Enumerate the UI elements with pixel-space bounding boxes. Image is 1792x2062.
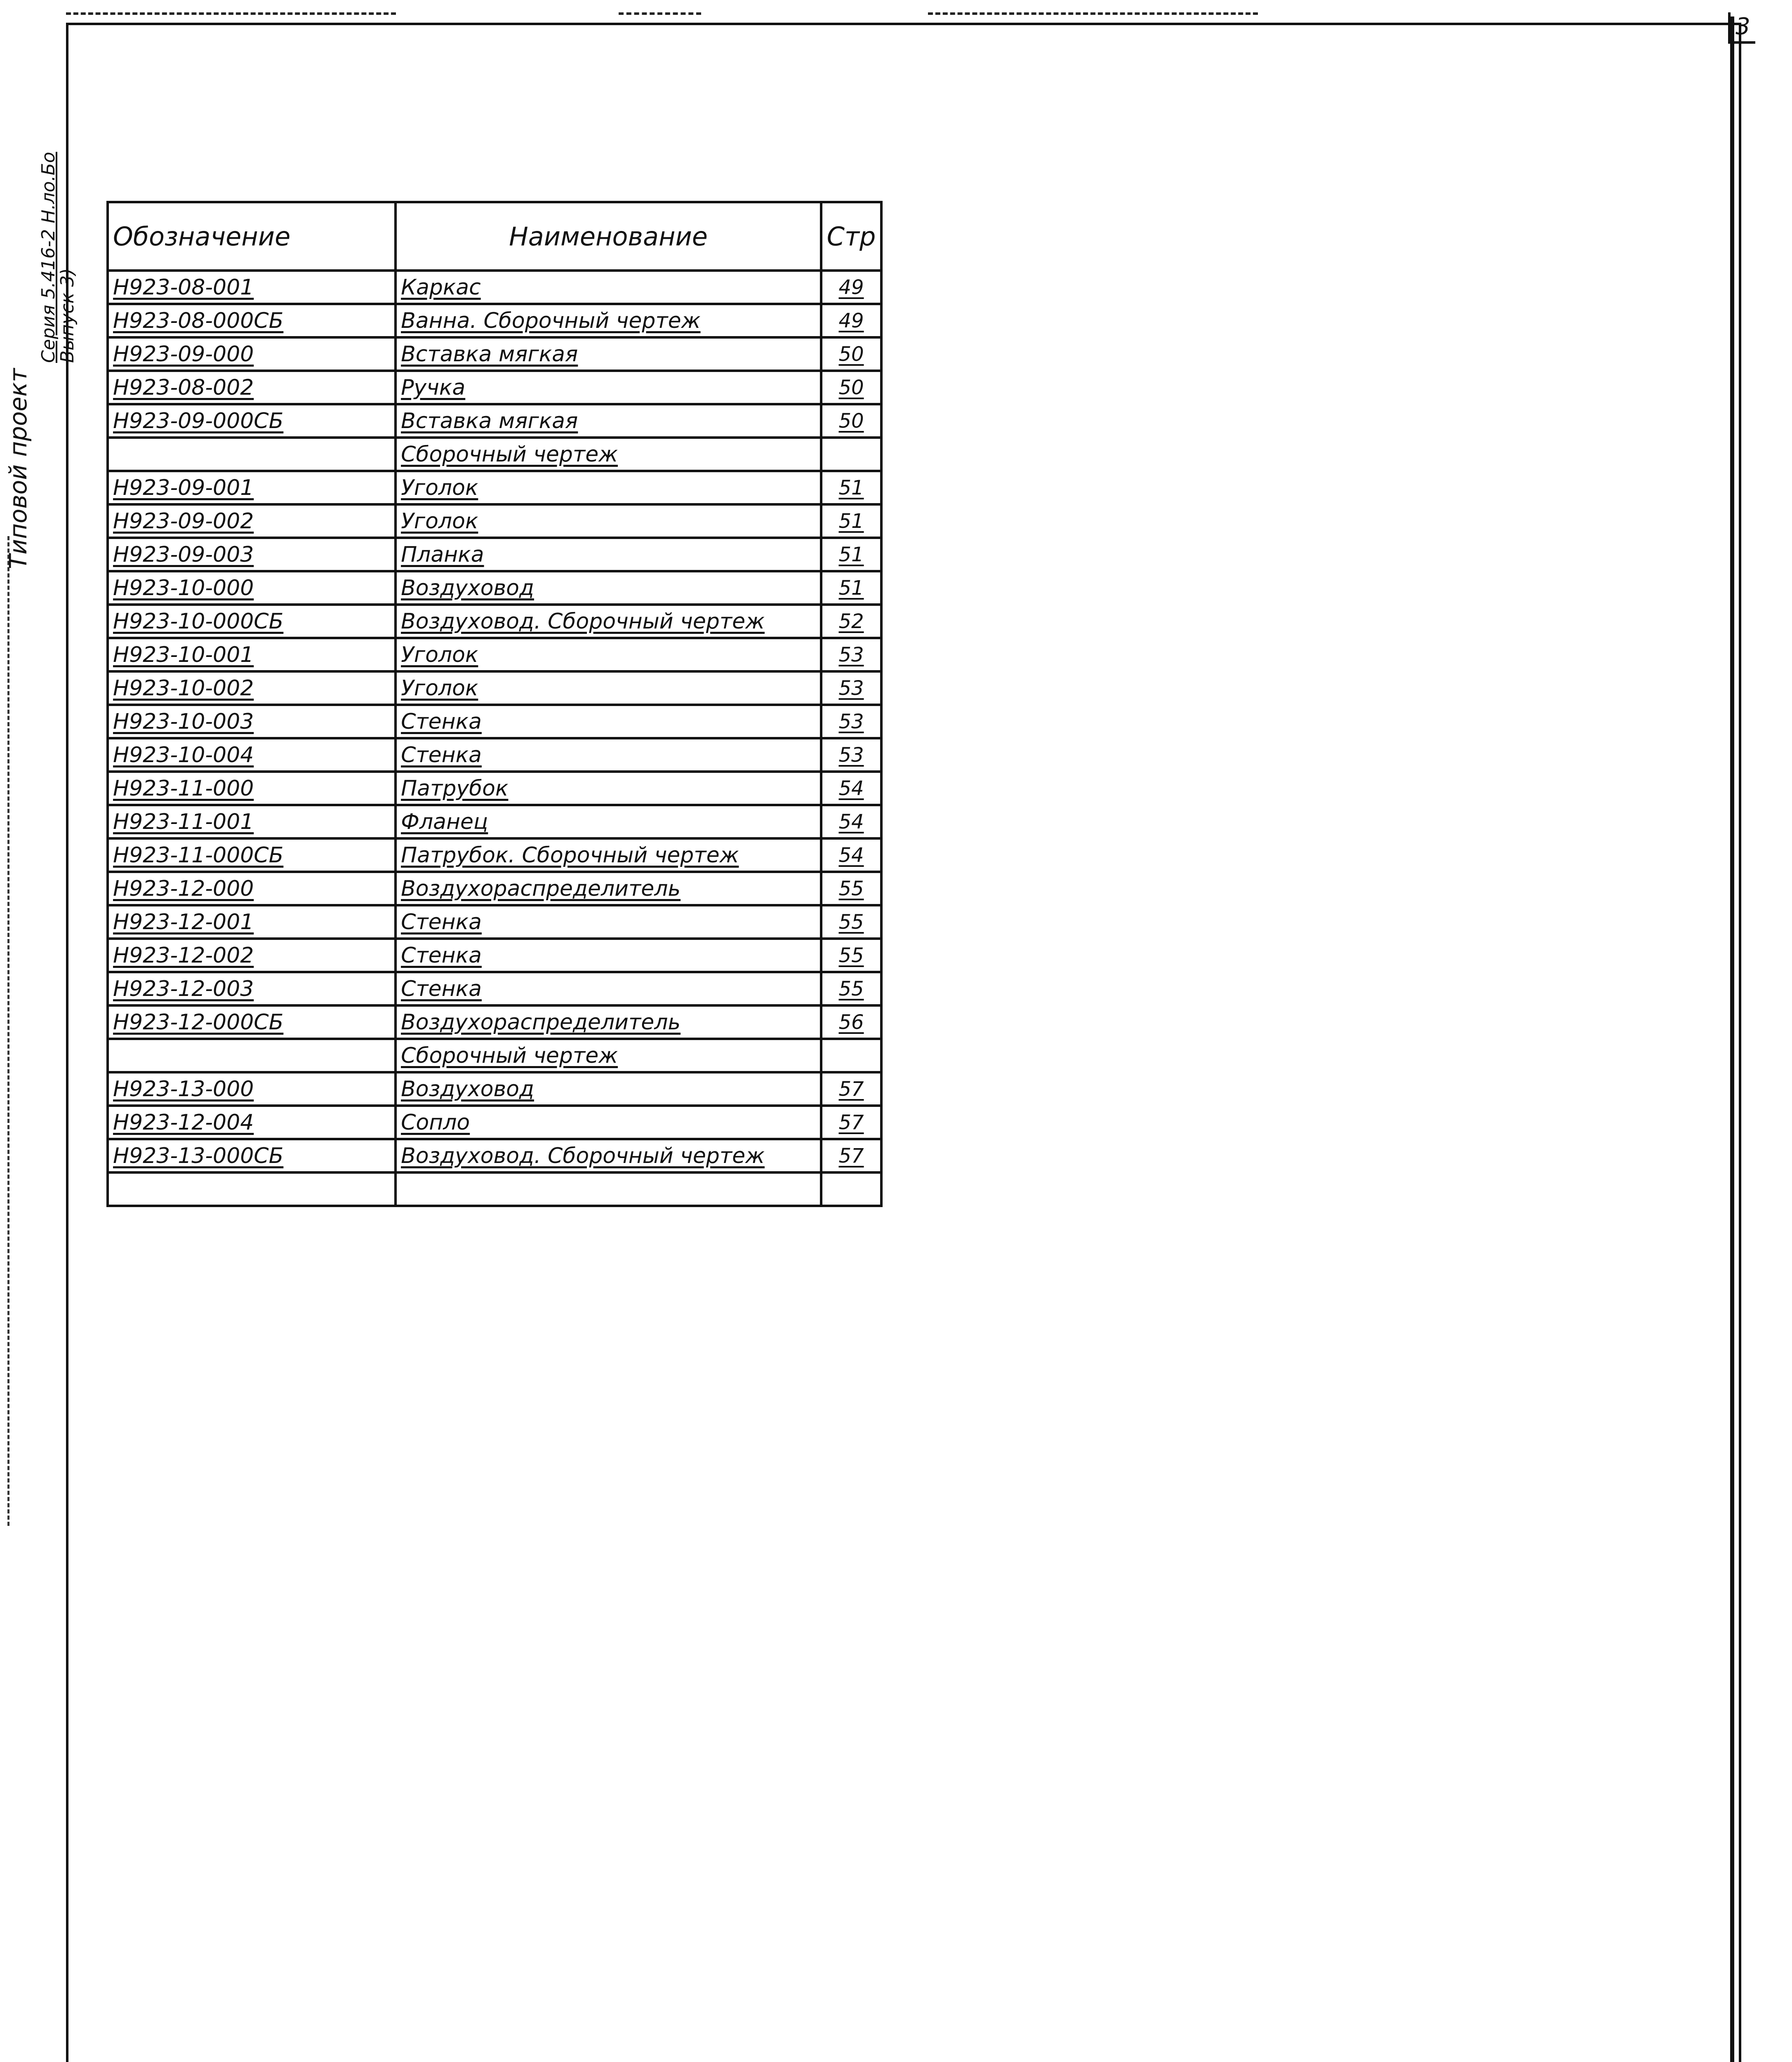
row-page: 53 (838, 643, 864, 666)
row-name: Ванна. Сборочный чертеж (401, 308, 701, 333)
row-designation: Н923-09-003 (113, 542, 254, 567)
row-name: Уголок (401, 508, 478, 534)
row-name: Сборочный чертеж (401, 442, 618, 467)
table-row (108, 638, 881, 671)
row-name-cell (396, 972, 821, 1005)
row-name-cell (396, 1172, 821, 1206)
row-page: 53 (838, 710, 864, 733)
table-row (108, 872, 881, 905)
row-name: Стенка (401, 976, 482, 1001)
row-page-cell (821, 438, 881, 471)
row-name-cell (396, 805, 821, 838)
sheet-number: 3 (1728, 12, 1755, 44)
row-name: Уголок (401, 475, 478, 500)
table-row (108, 838, 881, 872)
row-designation-cell (108, 271, 396, 304)
row-page-cell (821, 671, 881, 705)
row-page: 55 (838, 877, 864, 900)
row-name: Сопло (401, 1110, 470, 1135)
side-series (39, 152, 77, 363)
row-name: Воздуховод (401, 575, 534, 600)
row-designation-cell (108, 671, 396, 705)
row-name-cell (396, 304, 821, 337)
row-page: 57 (838, 1144, 864, 1168)
row-name-cell (396, 1039, 821, 1072)
row-page: 54 (838, 777, 864, 800)
row-page: 53 (838, 743, 864, 767)
row-designation: Н923-08-002 (113, 375, 254, 400)
row-designation: Н923-09-001 (113, 475, 254, 500)
table-row (108, 905, 881, 939)
row-page: 50 (838, 342, 864, 366)
row-page: 57 (838, 1111, 864, 1134)
row-designation: Н923-11-001 (113, 809, 254, 834)
table-header-row (108, 202, 881, 271)
top-dashed-edge-left (66, 12, 396, 15)
row-page-cell (821, 772, 881, 805)
row-designation: Н923-10-003 (113, 709, 254, 734)
row-page: 52 (838, 610, 864, 633)
row-name-cell (396, 538, 821, 571)
row-name-cell (396, 571, 821, 605)
table-row (108, 1039, 881, 1072)
row-name: Воздухораспределитель (401, 876, 681, 901)
row-page: 49 (838, 275, 864, 299)
row-designation: Н923-12-003 (113, 976, 254, 1001)
table-row (108, 337, 881, 371)
row-page-cell (821, 972, 881, 1005)
row-designation-cell (108, 438, 396, 471)
row-page: 54 (838, 810, 864, 833)
row-name-cell (396, 838, 821, 872)
row-designation: Н923-11-000 (113, 776, 254, 801)
row-name-cell (396, 404, 821, 438)
row-page-cell (821, 905, 881, 939)
row-designation: Н923-10-000СБ (113, 609, 284, 634)
row-name-cell (396, 1005, 821, 1039)
row-page-cell (821, 1072, 881, 1106)
table-row (108, 671, 881, 705)
table-row (108, 538, 881, 571)
row-page-cell (821, 1005, 881, 1039)
row-name: Стенка (401, 909, 482, 934)
row-designation: Н923-12-000 (113, 876, 254, 901)
row-name: Сборочный чертеж (401, 1043, 618, 1068)
row-name-cell (396, 1139, 821, 1172)
row-page: 49 (838, 309, 864, 332)
row-page-cell (821, 838, 881, 872)
row-page-cell (821, 471, 881, 504)
table-row (108, 605, 881, 638)
row-name: Вставка мягкая (401, 408, 578, 433)
side-series-line2: Выпуск 3) (57, 268, 78, 363)
row-page: 50 (838, 376, 864, 399)
row-designation-cell (108, 939, 396, 972)
row-designation-cell (108, 304, 396, 337)
table-row (108, 1005, 881, 1039)
row-designation-cell (108, 805, 396, 838)
row-designation: Н923-09-000 (113, 341, 254, 367)
row-name: Вставка мягкая (401, 341, 578, 367)
row-designation: Н923-13-000 (113, 1076, 254, 1102)
table-row (108, 1106, 881, 1139)
table-row (108, 772, 881, 805)
table-row (108, 1139, 881, 1172)
row-page: 50 (838, 409, 864, 433)
row-name: Воздуховод. Сборочный чертеж (401, 609, 765, 634)
row-designation-cell (108, 1039, 396, 1072)
left-dashed-edge (7, 536, 9, 1526)
row-page: 51 (838, 543, 864, 566)
row-name: Воздуховод. Сборочный чертеж (401, 1143, 765, 1168)
row-page-cell (821, 638, 881, 671)
row-name: Стенка (401, 742, 482, 767)
row-designation-cell (108, 972, 396, 1005)
row-page: 53 (838, 676, 864, 700)
row-designation-cell (108, 371, 396, 404)
row-page: 51 (838, 576, 864, 600)
row-name-cell (396, 872, 821, 905)
row-page: 55 (838, 977, 864, 1000)
row-page-cell (821, 538, 881, 571)
row-page-cell (821, 1139, 881, 1172)
table-row (108, 371, 881, 404)
table-row (108, 304, 881, 337)
row-designation-cell (108, 404, 396, 438)
row-designation-cell (108, 872, 396, 905)
table-row (108, 705, 881, 738)
row-name-cell (396, 438, 821, 471)
row-page-cell (821, 1172, 881, 1206)
table-row (108, 404, 881, 438)
row-name: Патрубок (401, 776, 509, 801)
row-name-cell (396, 1072, 821, 1106)
row-designation-cell (108, 504, 396, 538)
row-designation: Н923-12-002 (113, 943, 254, 968)
row-name: Стенка (401, 943, 482, 968)
row-name: Патрубок. Сборочный чертеж (401, 843, 739, 868)
row-designation: Н923-10-000 (113, 575, 254, 600)
row-page: 55 (838, 944, 864, 967)
row-designation-cell (108, 1139, 396, 1172)
row-page-cell (821, 571, 881, 605)
row-name-cell (396, 1106, 821, 1139)
row-page-cell (821, 705, 881, 738)
row-page-cell (821, 605, 881, 638)
row-name: Воздуховод (401, 1076, 534, 1102)
row-name-cell (396, 471, 821, 504)
row-name-cell (396, 671, 821, 705)
row-designation: Н923-10-001 (113, 642, 254, 667)
row-page: 51 (838, 509, 864, 533)
row-page-cell (821, 1039, 881, 1072)
row-designation: Н923-09-002 (113, 508, 254, 534)
row-name-cell (396, 337, 821, 371)
row-page-cell (821, 304, 881, 337)
header-designation: Обозначение (108, 202, 396, 271)
specification-table (106, 201, 883, 1207)
header-name: Наименование (396, 202, 821, 271)
row-designation-cell (108, 638, 396, 671)
row-designation-cell (108, 471, 396, 504)
row-page-cell (821, 939, 881, 972)
row-page: 57 (838, 1077, 864, 1101)
row-designation-cell (108, 772, 396, 805)
row-designation: Н923-13-000СБ (113, 1143, 284, 1168)
row-page-cell (821, 271, 881, 304)
row-name-cell (396, 738, 821, 772)
table-row (108, 504, 881, 538)
row-page-cell (821, 1106, 881, 1139)
side-series-line1: Серия 5.416-2 Н.ло.Бо (38, 152, 59, 363)
row-designation-cell (108, 1172, 396, 1206)
row-name-cell (396, 371, 821, 404)
row-name: Фланец (401, 809, 488, 834)
row-page-cell (821, 872, 881, 905)
row-designation-cell (108, 1072, 396, 1106)
row-name: Воздухораспределитель (401, 1010, 681, 1035)
row-page-cell (821, 504, 881, 538)
row-name: Каркас (401, 275, 481, 300)
row-page-cell (821, 805, 881, 838)
top-dashed-edge-right (928, 12, 1258, 15)
row-name: Уголок (401, 642, 478, 667)
row-designation-cell (108, 571, 396, 605)
row-name: Уголок (401, 676, 478, 701)
row-name-cell (396, 939, 821, 972)
row-designation-cell (108, 838, 396, 872)
table-row (108, 972, 881, 1005)
table-row (108, 438, 881, 471)
side-title: Типовой проект (4, 368, 32, 569)
row-designation: Н923-08-000СБ (113, 308, 284, 333)
row-name-cell (396, 605, 821, 638)
row-page-cell (821, 371, 881, 404)
row-name-cell (396, 772, 821, 805)
row-designation: Н923-08-001 (113, 275, 254, 300)
row-designation-cell (108, 905, 396, 939)
row-page-cell (821, 337, 881, 371)
row-designation-cell (108, 605, 396, 638)
row-designation-cell (108, 337, 396, 371)
row-designation: Н923-10-004 (113, 742, 254, 767)
row-designation: Н923-12-004 (113, 1110, 254, 1135)
row-name-cell (396, 271, 821, 304)
header-page: Стр (821, 202, 881, 271)
table-row (108, 939, 881, 972)
row-name-cell (396, 705, 821, 738)
table-row (108, 271, 881, 304)
row-designation-cell (108, 1106, 396, 1139)
row-name-cell (396, 504, 821, 538)
row-name: Планка (401, 542, 484, 567)
row-designation-cell (108, 705, 396, 738)
table-row (108, 738, 881, 772)
row-page-cell (821, 738, 881, 772)
row-designation: Н923-09-000СБ (113, 408, 284, 433)
row-name-cell (396, 638, 821, 671)
row-designation-cell (108, 738, 396, 772)
row-designation-cell (108, 1005, 396, 1039)
row-name: Ручка (401, 375, 466, 400)
row-page: 56 (838, 1010, 864, 1034)
row-page: 54 (838, 843, 864, 867)
table-row (108, 1172, 881, 1206)
table-row (108, 1072, 881, 1106)
row-page: 55 (838, 910, 864, 934)
row-designation: Н923-12-001 (113, 909, 254, 934)
row-page-cell (821, 404, 881, 438)
drawing-frame-right-edge (1730, 16, 1734, 2062)
row-designation: Н923-10-002 (113, 676, 254, 701)
row-designation: Н923-12-000СБ (113, 1010, 284, 1035)
row-designation-cell (108, 538, 396, 571)
row-name: Стенка (401, 709, 482, 734)
row-designation: Н923-11-000СБ (113, 843, 284, 868)
table-row (108, 471, 881, 504)
row-page: 51 (838, 476, 864, 499)
top-dashed-edge-middle (619, 12, 701, 15)
table-row (108, 571, 881, 605)
table-row (108, 805, 881, 838)
row-name-cell (396, 905, 821, 939)
